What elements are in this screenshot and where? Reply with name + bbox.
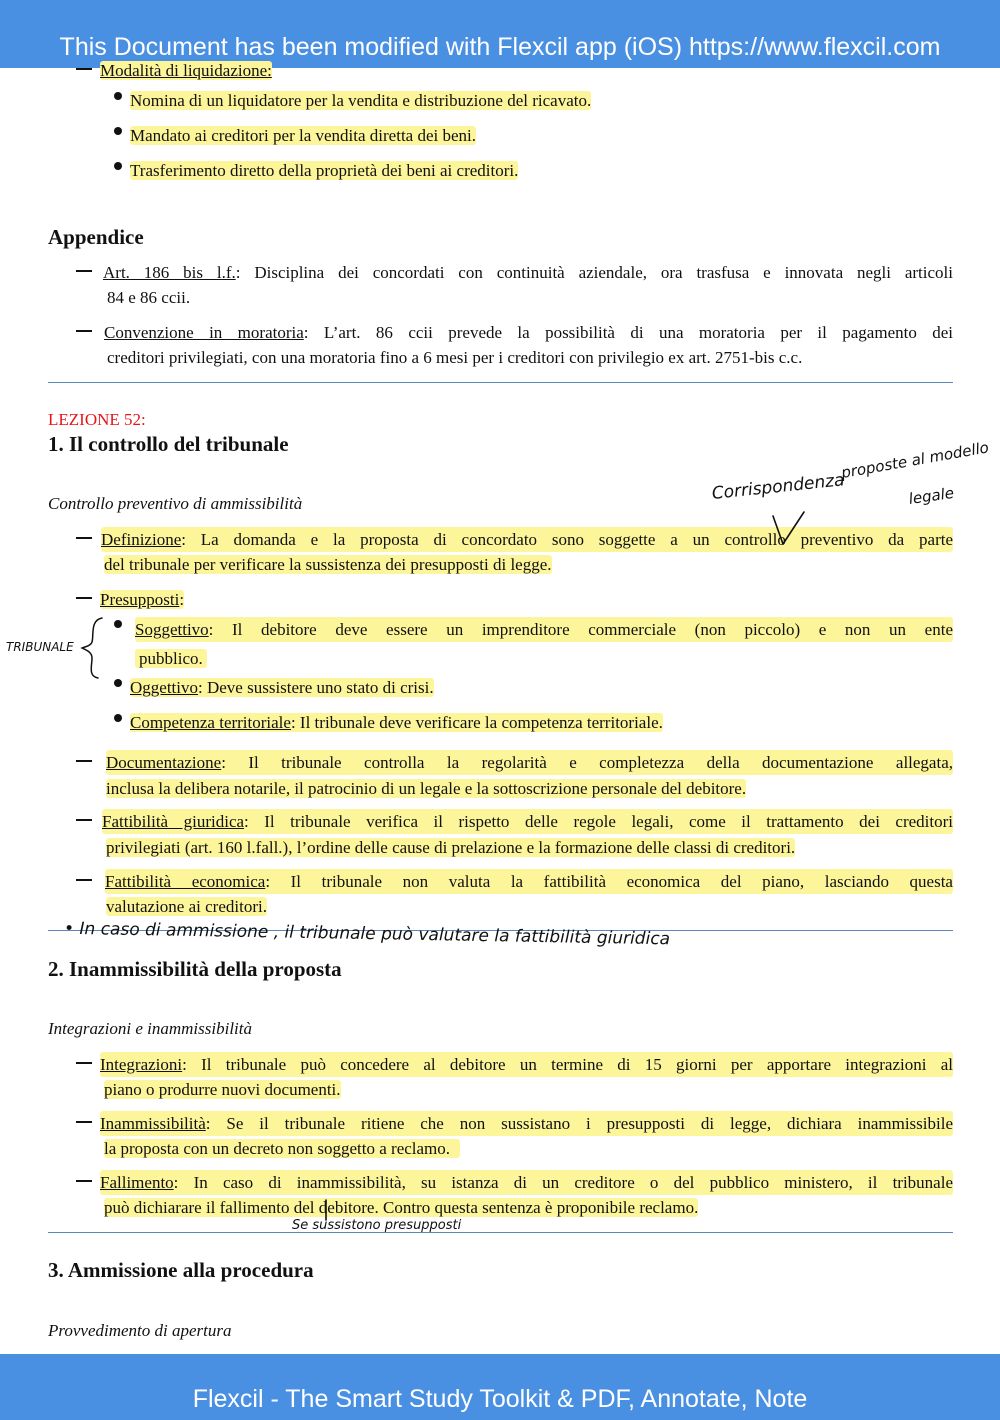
appendice-item-line: Art. 186 bis l.f.: Disciplina dei concordati con continuità aziendale, ora trasfusa e innovata negli articoli <box>103 263 953 282</box>
dash-bullet <box>76 819 92 821</box>
appendice-item-line: Convenzione in moratoria: L’art. 86 ccii prevede la possibilità di una moratoria per il pagamento dei <box>104 323 953 342</box>
giuridica-line: privilegiati (art. 160 l.fall.), l’ordine delle cause di prelazione e la formazione delle classi di creditori. <box>106 838 796 857</box>
handwritten-brace <box>80 614 110 682</box>
dash-bullet <box>76 537 92 539</box>
dash-bullet <box>76 1180 92 1182</box>
list-item: Trasferimento diretto della proprietà dei beni ai creditori. <box>130 161 519 180</box>
documentazione-line: Documentazione: Il tribunale controlla la regolarità e completezza della documentazione allegata, <box>106 750 953 775</box>
economica-line: valutazione ai creditori. <box>106 897 267 916</box>
flexcil-bottom-banner <box>0 1354 1000 1420</box>
definizione-line: Definizione: La domanda e la proposta di concordato sono soggette a un controllo preventivo da parte <box>101 527 953 552</box>
handwritten-note: Corrispondenza <box>710 470 846 504</box>
handwritten-note: • In caso di ammissione , il tribunale può valutare la fattibilità giuridica <box>63 918 671 950</box>
inammissibilita-line: Inammissibilità: Se il tribunale ritiene che non sussistano i presupposti di legge, dichiara inammissibile <box>100 1111 953 1136</box>
handwritten-note: legale <box>907 483 956 508</box>
documentazione-line: inclusa la delibera notarile, il patrocinio di un legale e la sottoscrizione personale del debitore. <box>106 779 747 798</box>
handwritten-note: Se sussistono presupposti <box>292 1218 462 1233</box>
handwritten-check-mark <box>770 510 810 550</box>
dash-bullet <box>76 1062 92 1064</box>
oggettivo-line: Oggettivo: Deve sussistere uno stato di crisi. <box>130 678 434 697</box>
presupposti-heading: Presupposti: <box>100 590 185 609</box>
top-banner-text: This Document has been modified with Flexcil app (iOS) https://www.flexcil.com <box>59 33 941 61</box>
section-subtitle: Integrazioni e inammissibilità <box>48 1019 252 1038</box>
competenza-line: Competenza territoriale: Il tribunale deve verificare la competenza territoriale. <box>130 713 663 732</box>
fallimento-line: Fallimento: In caso di inammissibilità, su istanza di un creditore o del pubblico ministero, il tribunale <box>100 1170 953 1195</box>
soggettivo-line: pubblico. <box>135 646 207 671</box>
handwritten-note: proposte al modello <box>839 438 991 482</box>
section-title: 1. Il controllo del tribunale <box>48 432 289 456</box>
bottom-banner-text: Flexcil - The Smart Study Toolkit & PDF, Annotate, Note <box>192 1385 808 1413</box>
soggettivo-line: Soggettivo: Il debitore deve essere un imprenditore commerciale (non piccolo) e non un ente <box>135 617 953 642</box>
list-item: Mandato ai creditori per la vendita diretta dei beni. <box>130 126 477 145</box>
liquidazione-heading: Modalità di liquidazione: <box>100 61 272 80</box>
list-item: Nomina di un liquidatore per la vendita e distribuzione del ricavato. <box>130 91 592 110</box>
definizione-line: del tribunale per verificare la sussistenza dei presupposti di legge. <box>104 555 552 574</box>
dash-bullet <box>76 1121 92 1123</box>
round-bullet <box>114 162 122 170</box>
round-bullet <box>114 679 122 687</box>
section-divider <box>48 1232 953 1233</box>
appendice-item-line: creditori privilegiati, con una moratoria fino a 6 mesi per i creditori con privilegio ex art. 2751-bis c.c. <box>107 348 803 367</box>
section-subtitle: Provvedimento di apertura <box>48 1321 232 1340</box>
integrazioni-line: Integrazioni: Il tribunale può concedere al debitore un termine di 15 giorni per apportare integrazioni al <box>100 1052 953 1077</box>
round-bullet <box>114 127 122 135</box>
fallimento-line: può dichiarare il fallimento del debitore. Contro questa sentenza è proponibile reclamo. <box>104 1198 699 1217</box>
dash-bullet <box>76 68 92 70</box>
handwritten-note: TRIBUNALE <box>6 640 74 654</box>
dash-bullet <box>76 597 92 599</box>
section-title: 3. Ammissione alla procedura <box>48 1258 314 1282</box>
integrazioni-line: piano o produrre nuovi documenti. <box>104 1080 341 1099</box>
appendice-title: Appendice <box>48 225 144 249</box>
dash-bullet <box>76 760 92 762</box>
economica-line: Fattibilità economica: Il tribunale non valuta la fattibilità economica del piano, lasciando questa <box>105 869 953 894</box>
inammissibilita-line: la proposta con un decreto non soggetto a reclamo. <box>104 1136 460 1161</box>
section-divider <box>48 382 953 383</box>
dash-bullet <box>76 330 92 332</box>
section-title: 2. Inammissibilità della proposta <box>48 957 342 981</box>
dash-bullet <box>76 879 92 881</box>
giuridica-line: Fattibilità giuridica: Il tribunale verifica il rispetto delle regole legali, come il trattamento dei creditori <box>102 809 953 834</box>
handwritten-insert-mark <box>322 1198 330 1222</box>
round-bullet <box>114 714 122 722</box>
appendice-item-line: 84 e 86 ccii. <box>107 288 191 307</box>
round-bullet <box>114 92 122 100</box>
section-subtitle: Controllo preventivo di ammissibilità <box>48 494 303 513</box>
dash-bullet <box>76 270 92 272</box>
lesson-label: LEZIONE 52: <box>48 410 146 429</box>
round-bullet <box>114 620 122 628</box>
